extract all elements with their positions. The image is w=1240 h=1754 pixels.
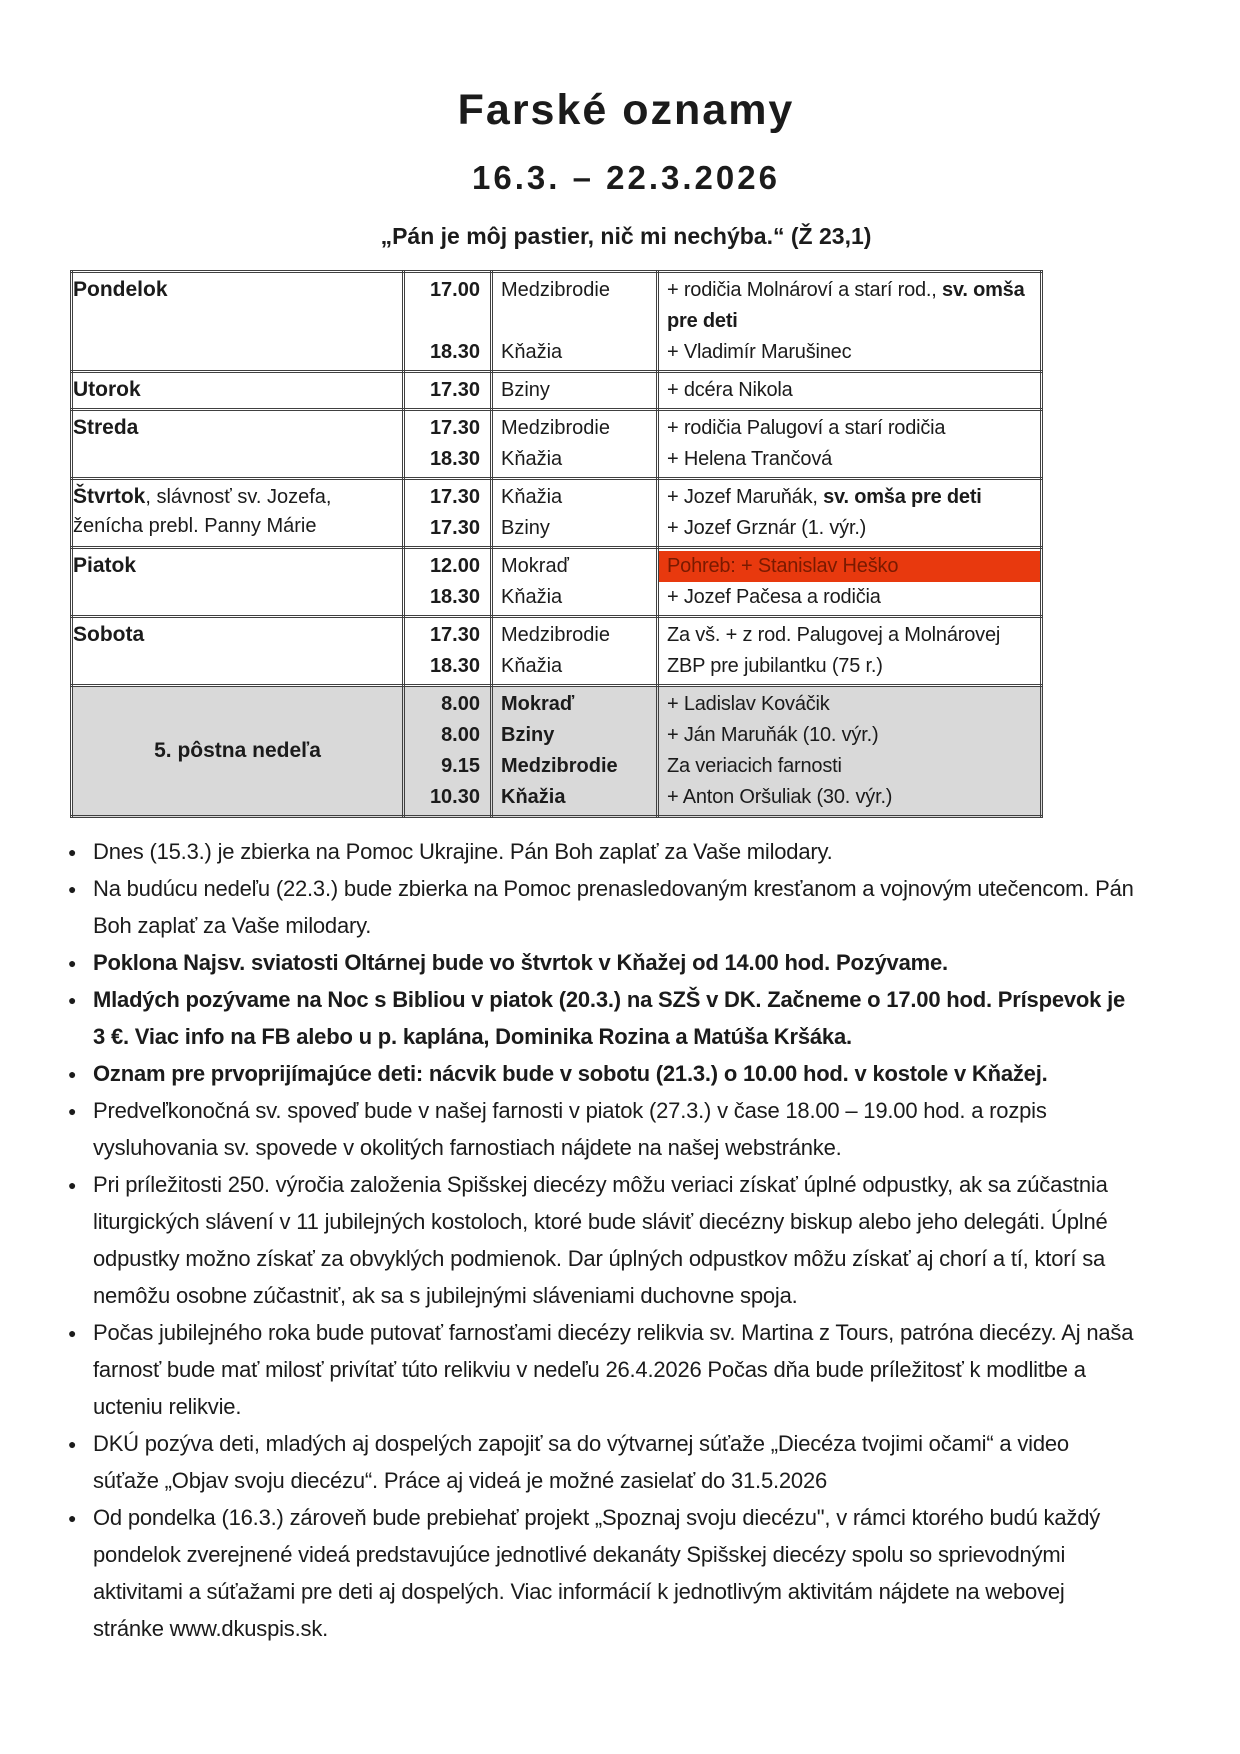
intention-entry [659,551,1040,582]
bold-text: Streda [73,416,139,439]
text: Za vš. + z rod. Palugovej a Molnárovej [667,624,1001,646]
day-cell [72,272,404,372]
text: + Ján Maruňák (10. výr.) [667,724,879,746]
announcements-list [68,833,1140,1647]
intention-cell [658,272,1042,372]
intention-entry [659,689,1040,720]
text: + Vladimír Marušinec [667,341,852,363]
time-entry: 17.30 [429,517,480,539]
place-cell [492,479,658,548]
place-entry: Kňažia [501,586,563,608]
text: ZBP pre jubilantku (75 r.) [667,655,883,677]
intention-entry [659,337,1040,368]
place-entry: Kňažia [501,486,563,508]
intention-entry [659,275,1040,337]
intention-entry [659,513,1040,544]
place-entry: Mokraď [501,555,569,577]
schedule-row [72,548,1042,617]
day-cell [72,617,404,686]
time-cell [404,686,492,817]
time-entry: 17.30 [429,379,480,401]
announcement-item: ● Od pondelka (16.3.) zároveň bude prebiehať projekt „Spoznaj svoju diecézu", v rámci ktorého budú každý pondelok zverejnené videá predstavujúce jednotlivé dekanáty Spišskej diecézy spolu so sprievodnými aktivitami a súťažami pre deti aj dospelých. Viac informácií k jednotlivým aktivitám nájdete na webovej stránke www.dkuspis.sk. [68,1499,1140,1647]
intention-cell [658,479,1042,548]
intention-entry [659,720,1040,751]
page-title: Farské oznamy [457,86,795,134]
bold-text: sv. omša pre deti [667,279,1025,332]
time-entry: 17.30 [429,486,480,508]
time-entry: 18.30 [429,655,480,677]
intention-entry [659,620,1040,651]
time-entry: 10.30 [429,786,480,808]
intention-cell [658,410,1042,479]
text: + rodičia Molnároví a starí rod., [667,279,942,301]
place-cell [492,410,658,479]
intention-entry [659,444,1040,475]
time-cell [404,548,492,617]
text: + Jozef Grznár (1. výr.) [667,517,867,539]
bold-text: Sobota [73,623,145,646]
day-cell [72,372,404,410]
text: , slávnosť sv. Jozefa, ženícha prebl. Panny Márie [73,486,332,537]
time-entry: 17.00 [429,279,480,301]
time-cell [404,479,492,548]
place-cell [492,617,658,686]
intention-entry [659,582,1040,613]
time-entry: 8.00 [441,724,480,746]
place-entry: Bziny [501,517,550,539]
announcement-item: ● Počas jubilejného roka bude putovať farnosťami diecézy relikvia sv. Martina z Tours, patróna diecézy. Aj naša farnosť bude mať milosť privítať túto relikviu v nedeľu 26.4.2026 Počas dňa bude príležitosť k modlitbe a ucteniu relikvie. [68,1314,1140,1425]
day-cell [72,686,404,817]
schedule-table [70,270,1043,818]
schedule-row [72,686,1042,817]
announcement-item: ● Oznam pre prvoprijímajúce deti: nácvik bude v sobotu (21.3.) o 10.00 hod. v kostole v Kňažej. [68,1055,1140,1092]
bold-text: 5. pôstna nedeľa [154,739,321,762]
time-entry: 18.30 [429,586,480,608]
announcement-item: ● Pri príležitosti 250. výročia založenia Spišskej diecézy môžu veriaci získať úplné odpustky, ak sa zúčastnia liturgických slávení v 11 jubilejných kostoloch, ktoré bude sláviť diecézny biskup alebo jeho delegáti. Úplné odpustky možno získať za obvyklých podmienok. Dar úplných odpustkov môžu získať aj chorí a tí, ktorí sa nemôžu osobne zúčastniť, ak sa s jubilejnými sláveniami duchovne spoja. [68,1166,1140,1314]
text: Za veriacich farnosti [667,755,842,777]
text: + Jozef Pačesa a rodičia [667,586,881,608]
bold-text: Štvrtok [73,485,146,508]
bold-text: Utorok [73,378,141,401]
place-entry: Kňažia [501,341,563,363]
text: + Jozef Maruňák, [667,486,824,508]
bold-text: Pondelok [73,278,168,301]
bold-text: Piatok [73,554,137,577]
time-cell [404,372,492,410]
place-cell [492,686,658,817]
time-entry: 18.30 [429,448,480,470]
place-cell [492,272,658,372]
intention-entry [659,651,1040,682]
text: + Anton Oršuliak (30. výr.) [667,786,893,808]
text: + Ladislav Kováčik [667,693,830,715]
time-entry: 9.15 [441,755,480,777]
announcement-item: ● DKÚ pozýva deti, mladých aj dospelých zapojiť sa do výtvarnej súťaže „Diecéza tvojimi očami“ a video súťaže „Objav svoju diecézu“. Práce aj videá je možné zasielať do 31.5.2026 [68,1425,1140,1499]
text: + dcéra Nikola [667,379,793,401]
place-entry: Medzibrodie [501,755,618,777]
time-cell [404,617,492,686]
place-entry: Mokraď [501,693,575,715]
date-range: 16.3. – 22.3.2026 [472,159,780,196]
intention-cell [658,686,1042,817]
schedule-row [72,372,1042,410]
place-cell [492,372,658,410]
schedule-row [72,410,1042,479]
intention-cell [658,617,1042,686]
place-entry: Kňažia [501,655,563,677]
intention-cell [658,372,1042,410]
day-cell [72,410,404,479]
time-entry: 12.00 [429,555,480,577]
text: + Helena Trančová [667,448,833,470]
time-cell [404,272,492,372]
time-entry: 17.30 [429,624,480,646]
intention-entry [659,413,1040,444]
scripture-quote: „Pán je môj pastier, nič mi nechýba.“ (Ž 23,1) [380,223,872,249]
announcement-item: ● Na budúcu nedeľu (22.3.) bude zbierka na Pomoc prenasledovaným kresťanom a vojnovým utečencom. Pán Boh zaplať za Vaše milodary. [68,870,1140,944]
schedule-row [72,272,1042,372]
announcement-item: ● Mladých pozývame na Noc s Bibliou v piatok (20.3.) na SZŠ v DK. Začneme o 17.00 hod. Príspevok je 3 €. Viac info na FB alebo u p. kaplána, Dominika Rozina a Matúša Kršáka. [68,981,1140,1055]
time-entry: 8.00 [441,693,480,715]
announcement-item: ● Poklona Najsv. sviatosti Oltárnej bude vo štvrtok v Kňažej od 14.00 hod. Pozývame. [68,944,1140,981]
day-cell [72,548,404,617]
announcement-item: ● Predveľkonočná sv. spoveď bude v našej farnosti v piatok (27.3.) v čase 18.00 – 19.00 hod. a rozpis vysluhovania sv. spovede v okolitých farnostiach nájdete na našej webstránke. [68,1092,1140,1166]
intention-entry [659,482,1040,513]
place-entry: Medzibrodie [501,624,610,646]
place-entry: Kňažia [501,786,566,808]
text: Pohreb: + Stanislav Heško [667,555,899,577]
place-entry: Kňažia [501,448,563,470]
place-entry: Bziny [501,724,555,746]
schedule-body [72,272,1042,817]
schedule-row [72,617,1042,686]
place-entry: Medzibrodie [501,417,610,439]
intention-entry [659,375,1040,406]
day-cell [72,479,404,548]
time-entry: 17.30 [429,417,480,439]
place-cell [492,548,658,617]
time-cell [404,410,492,479]
intention-cell [658,548,1042,617]
place-entry: Medzibrodie [501,279,610,301]
bold-text: sv. omša pre deti [823,486,982,508]
schedule-row [72,479,1042,548]
time-entry: 18.30 [429,341,480,363]
place-entry: Bziny [501,379,550,401]
intention-entry [659,751,1040,782]
text: + rodičia Palugoví a starí rodičia [667,417,946,439]
announcement-item: ● Dnes (15.3.) je zbierka na Pomoc Ukrajine. Pán Boh zaplať za Vaše milodary. [68,833,1140,870]
intention-entry [659,782,1040,813]
